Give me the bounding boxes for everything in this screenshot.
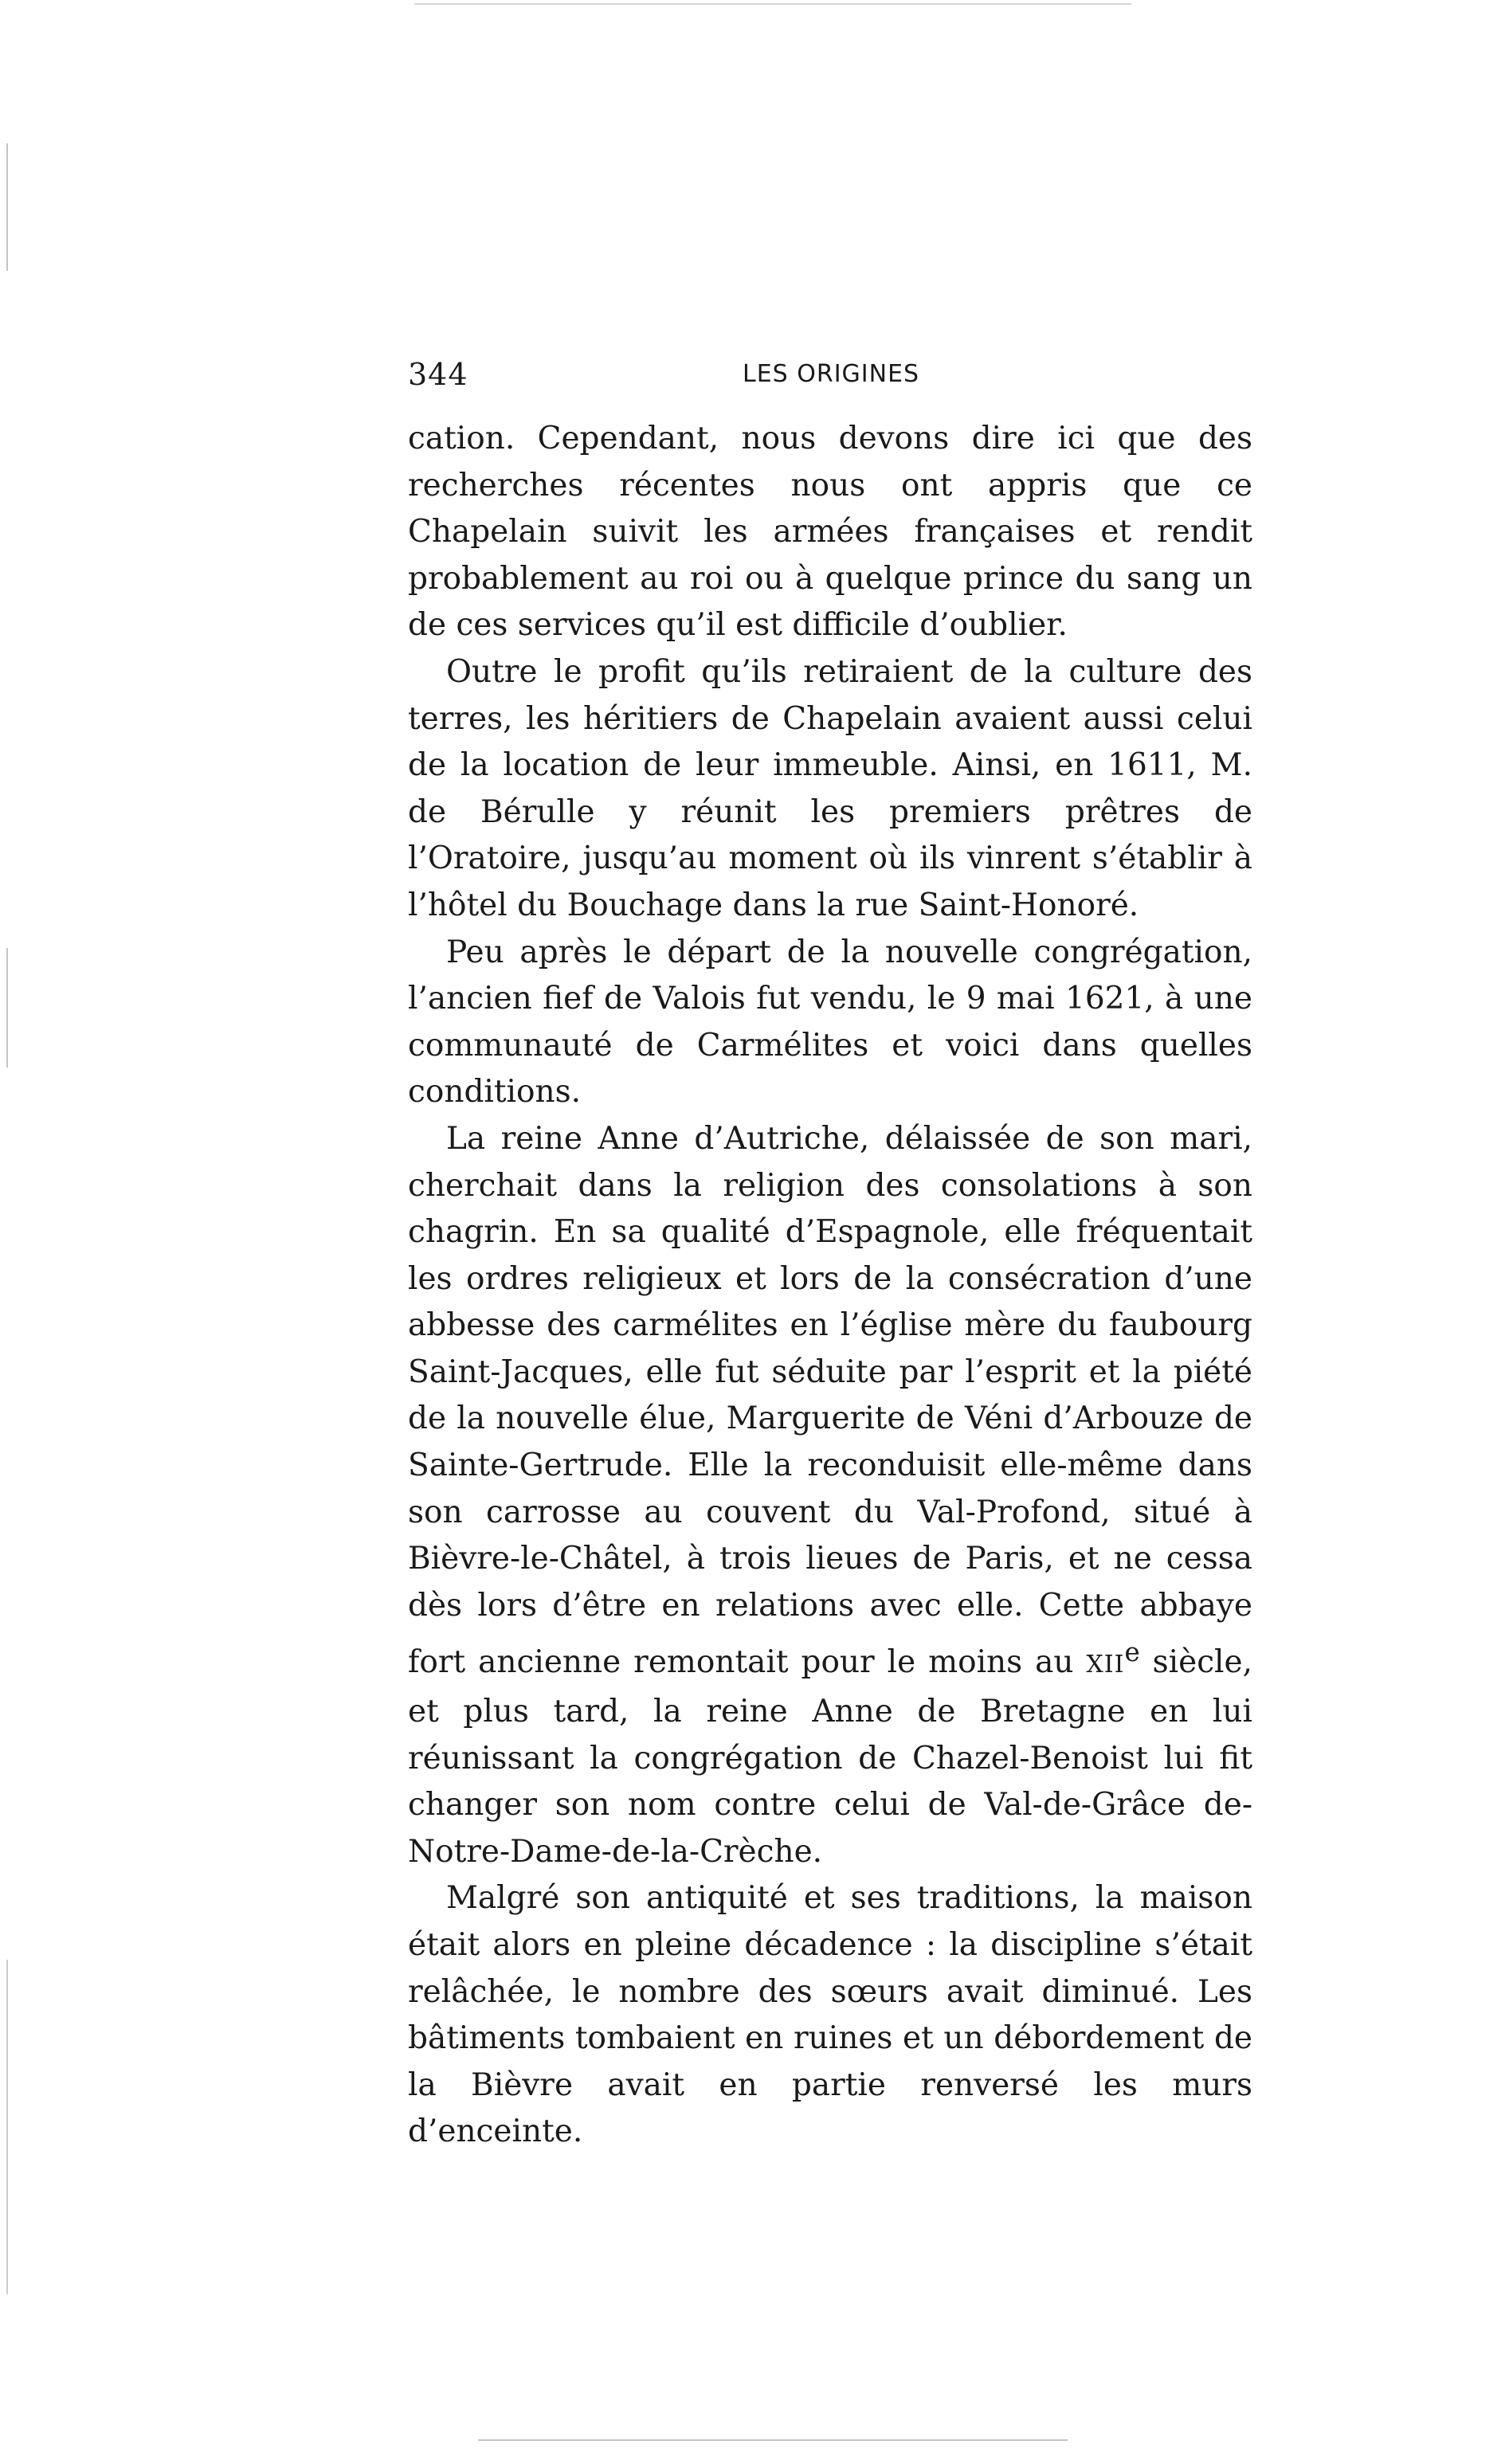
paragraph-3: Peu après le départ de la nouvelle congrégation, l’ancien fief de Valois fut vendu, le 9 mai 1621, à une communauté de Carmélites et voici dans quelles conditions. (408, 934, 1252, 1111)
body-text (408, 416, 1252, 2156)
scan-artifact-left-2 (6, 948, 8, 1067)
paragraph-1: cation. Cependant, nous devons dire ici que des recherches récentes nous ont appris que ce Chapelain suivit les armées françaises et rendit probablement au roi ou à quelque prince du sang un de ces services qu’il est difficile d’oublier. (408, 421, 1252, 644)
scan-artifact-left-1 (6, 143, 8, 271)
century-numeral: XII (1086, 1651, 1125, 1679)
paragraph-4-part-2: siècle, et plus tard, la reine Anne de Bretagne en lui réunissant la congrégation de Chazel-Benoist lui fit changer son nom contre celui de Val-de-Grâce de-Notre-Dame-de-la-Crèche. (408, 1644, 1252, 1870)
running-title: LES ORIGINES (743, 360, 920, 388)
page-number: 344 (408, 357, 468, 392)
paragraph-4 (408, 1116, 1252, 1876)
scan-artifact-bottom (478, 2439, 1068, 2441)
paragraph-2: Outre le profit qu’ils retiraient de la culture des terres, les héritiers de Chapelain avaient aussi celui de la location de leur immeuble. Ainsi, en 1611, M. de Bérulle y réunit les premiers prêtres de l’Oratoire, jusqu’au moment où ils vinrent s’établir à l’hôtel du Bouchage dans la rue Saint-Honoré. (408, 653, 1252, 923)
running-head (408, 357, 1252, 397)
century-suffix: e (1124, 1637, 1140, 1668)
scan-artifact-left-3 (6, 1960, 8, 2294)
paragraph-4-part-1: La reine Anne d’Autriche, délaissée de son mari, cherchait dans la religion des consolations à son chagrin. En sa qualité d’Espagnole, elle fréquentait les ordres religieux et lors de la consécration d’une abbesse des carmélites en l’église mère du faubourg Saint-Jacques, elle fut séduite par l’esprit et la piété de la nouvelle élue, Marguerite de Véni d’Arbouze de Sainte-Gertrude. Elle la reconduisit elle-même dans son carrosse au couvent du Val-Profond, situé à Bièvre-le-Châtel, à trois lieues de Paris, et ne cessa dès lors d’être en relations avec elle. Cette abbaye fort ancienne remontait pour le moins au (408, 1120, 1252, 1681)
scan-artifact-top (414, 3, 1131, 5)
paragraph-5: Malgré son antiquité et ses traditions, la maison était alors en pleine décadence : la discipline s’était relâchée, le nombre des sœurs avait diminué. Les bâtiments tombaient en ruines et un débordement de la Bièvre avait en partie renversé les murs d’enceinte. (408, 1880, 1252, 2150)
